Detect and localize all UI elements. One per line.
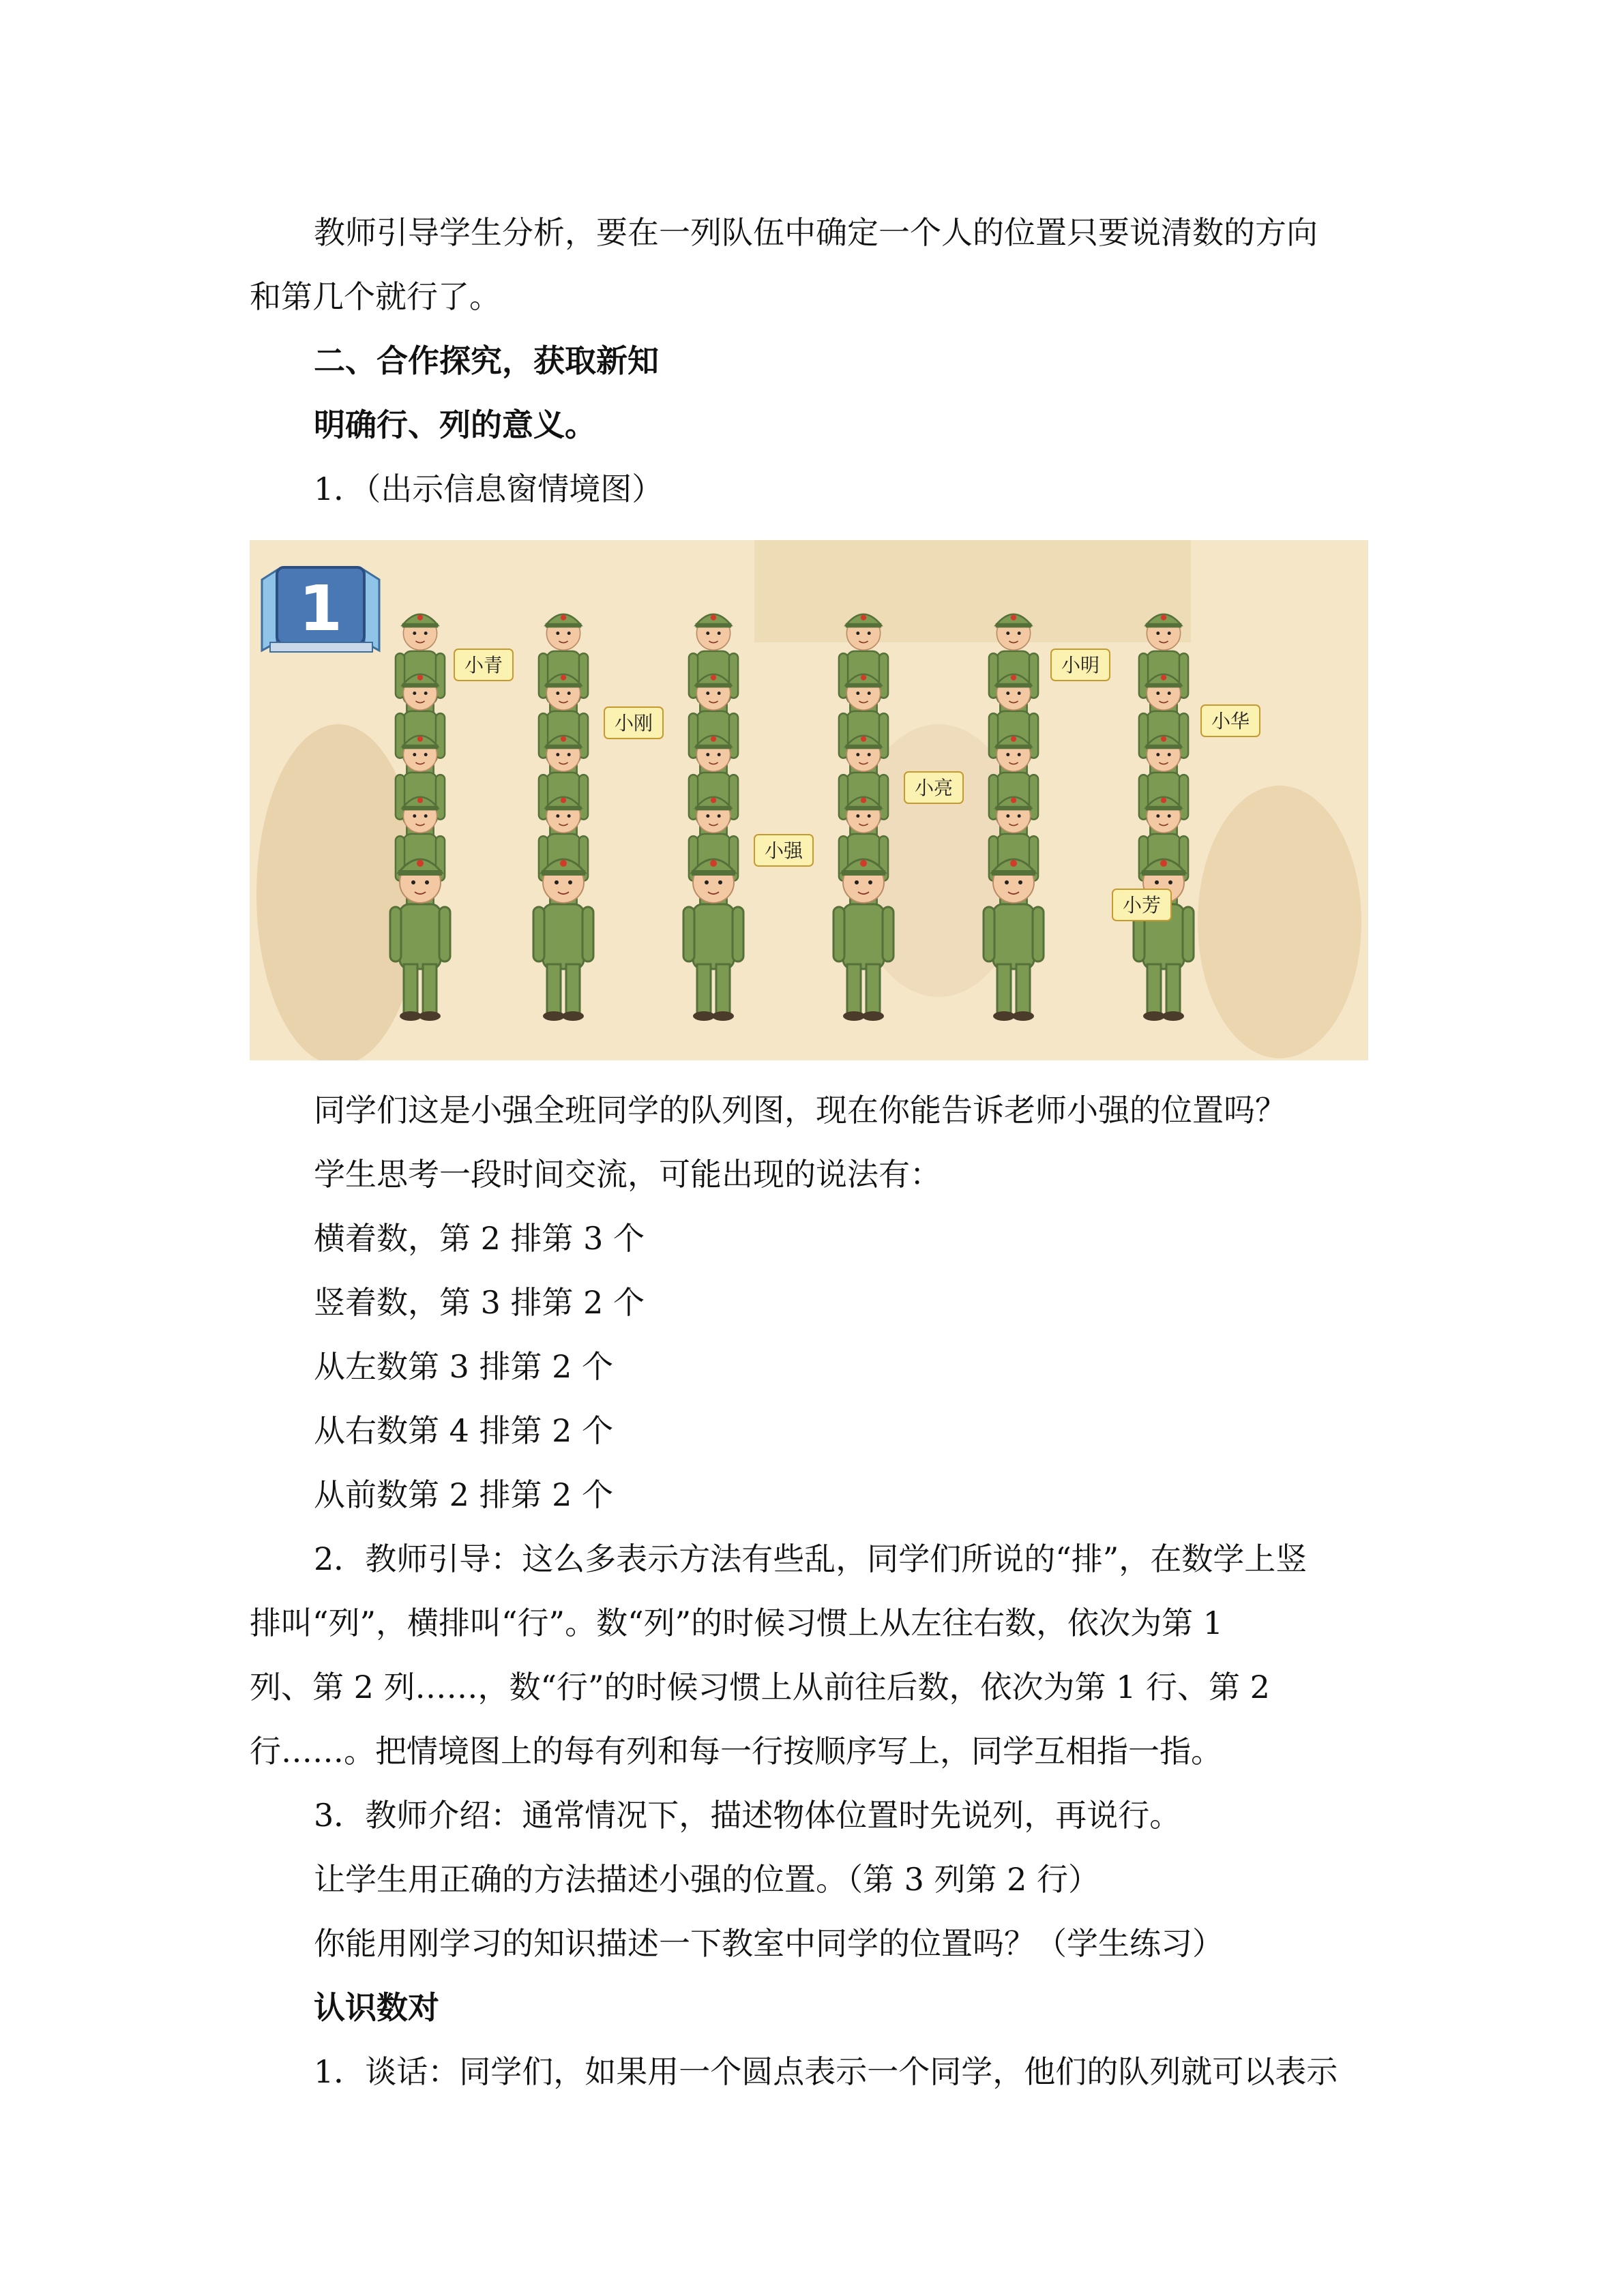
left-arm [984, 907, 994, 961]
cap-star [861, 675, 866, 681]
cap-star [560, 860, 567, 867]
name-label-xiaofang [1112, 889, 1171, 921]
right-leg [566, 964, 580, 1013]
cap-star [1010, 860, 1017, 867]
right-eye [1018, 814, 1021, 818]
left-leg [697, 964, 711, 1013]
right-eye [1168, 880, 1172, 884]
cap-star [417, 736, 423, 742]
cap-star [711, 798, 716, 803]
cap-star [711, 675, 716, 681]
left-eye [556, 631, 559, 635]
right-eye [1168, 814, 1171, 818]
right-eye [424, 753, 428, 756]
left-shoe [843, 1011, 865, 1021]
cap-star [561, 736, 566, 742]
cap-star [1161, 798, 1166, 803]
left-eye [1156, 753, 1160, 756]
left-eye [855, 880, 859, 884]
cap-brim [402, 683, 438, 688]
badge-number: 1 [298, 572, 343, 645]
cap-brim [996, 806, 1031, 811]
cap-star [561, 798, 566, 803]
right-eye [718, 753, 721, 756]
left-eye [556, 753, 559, 756]
right-eye [1018, 691, 1021, 695]
left-eye [555, 880, 559, 884]
answer-option: 从右数第 4 排第 2 个 [314, 1412, 614, 1449]
right-arm [582, 907, 593, 961]
cap-brim [996, 623, 1031, 628]
name-label-xiaoming [1051, 649, 1110, 681]
info-window-badge [262, 567, 379, 652]
left-eye [413, 814, 416, 818]
left-arm [683, 907, 694, 961]
right-leg [1166, 964, 1180, 1013]
paragraph-line: 和第几个就行了。 [250, 278, 501, 315]
cap-brim [846, 623, 881, 628]
right-shoe [862, 1011, 884, 1021]
right-shoe [1012, 1011, 1034, 1021]
left-shoe [1143, 1011, 1165, 1021]
name-text: 小明 [1061, 654, 1100, 676]
cap-brim [1146, 745, 1181, 749]
cap-brim [696, 745, 731, 749]
right-eye [718, 691, 721, 695]
uniform-body [400, 904, 441, 969]
paragraph-line: 1．谈话：同学们，如果用一个圆点表示一个同学，他们的队列就可以表示 [314, 2053, 1338, 2090]
right-shoe [712, 1011, 734, 1021]
left-eye [856, 753, 859, 756]
right-eye [567, 753, 571, 756]
cap-star [1160, 860, 1167, 867]
right-eye [868, 631, 871, 635]
cap-brim [1142, 870, 1185, 876]
name-text: 小亮 [914, 777, 954, 799]
cap-brim [546, 806, 581, 811]
cap-star [1161, 736, 1166, 742]
paragraph-line: 你能用刚学习的知识描述一下教室中同学的位置吗？（学生练习） [314, 1925, 1224, 1962]
right-eye [718, 631, 721, 635]
cap-brim [402, 623, 438, 628]
left-eye [1006, 753, 1009, 756]
cap-star [711, 736, 716, 742]
paragraph-line: 行……。把情境图上的每有列和每一行按顺序写上，同学互相指一指。 [250, 1733, 1222, 1770]
left-shoe [543, 1011, 565, 1021]
paragraph-line: 让学生用正确的方法描述小强的位置。（第 3 列第 2 行） [314, 1861, 1100, 1898]
right-eye [424, 691, 428, 695]
answer-option: 从前数第 2 排第 2 个 [314, 1476, 614, 1513]
left-eye [1156, 691, 1160, 695]
name-label-xiaoqiang [754, 835, 813, 866]
right-eye [1168, 631, 1171, 635]
left-eye [556, 814, 559, 818]
left-eye [705, 880, 709, 884]
cap-brim [696, 806, 731, 811]
paragraph-line: 教师引导学生分析，要在一列队伍中确定一个人的位置只要说清数的方向 [314, 214, 1318, 251]
left-leg [547, 964, 561, 1013]
right-arm [439, 907, 450, 961]
right-eye [567, 631, 571, 635]
uniform-body [543, 904, 584, 969]
paragraph-line: 3．教师介绍：通常情况下，描述物体位置时先说列，再说行。 [314, 1797, 1181, 1834]
background-board [754, 540, 1191, 642]
paragraph-line: 排叫“列”，横排叫“行”。数“列”的时候习惯上从左往右数，依次为第 1 [250, 1605, 1223, 1641]
right-arm [733, 907, 743, 961]
right-eye [1168, 753, 1171, 756]
left-eye [706, 691, 709, 695]
left-eye [1005, 880, 1009, 884]
left-eye [556, 691, 559, 695]
right-eye [567, 691, 571, 695]
section-heading: 二、合作探究，获取新知 [314, 342, 659, 379]
left-eye [706, 753, 709, 756]
left-arm [833, 907, 844, 961]
left-leg [1147, 964, 1161, 1013]
paragraph-line: 学生思考一段时间交流，可能出现的说法有： [314, 1156, 941, 1193]
left-leg [404, 964, 417, 1013]
cap-star [417, 860, 424, 867]
cap-brim [846, 745, 881, 749]
right-leg [716, 964, 730, 1013]
cap-star [1161, 615, 1166, 621]
sub-heading: 明确行、列的意义。 [314, 406, 596, 443]
left-leg [997, 964, 1011, 1013]
cap-brim [546, 683, 581, 688]
queue-figure [250, 540, 1368, 1060]
cap-brim [1146, 806, 1181, 811]
right-leg [866, 964, 880, 1013]
cap-star [417, 615, 423, 621]
cap-brim [996, 745, 1031, 749]
cap-brim [996, 683, 1031, 688]
left-eye [411, 880, 415, 884]
cap-brim [696, 623, 731, 628]
left-eye [706, 814, 709, 818]
cap-brim [1146, 683, 1181, 688]
right-arm [1183, 907, 1194, 961]
name-text: 小华 [1211, 710, 1250, 732]
cap-star [417, 798, 423, 803]
left-shoe [993, 1011, 1015, 1021]
paragraph-line: 2．教师引导：这么多表示方法有些乱，同学们所说的“排”，在数学上竖 [314, 1540, 1308, 1577]
left-eye [856, 631, 859, 635]
cap-brim [398, 870, 442, 876]
background-person [256, 724, 420, 1060]
left-eye [1156, 814, 1160, 818]
right-arm [1033, 907, 1044, 961]
uniform-body [843, 904, 884, 969]
answer-option: 竖着数，第 3 排第 2 个 [314, 1284, 645, 1321]
right-leg [1016, 964, 1030, 1013]
left-shoe [693, 1011, 715, 1021]
cap-star [710, 860, 717, 867]
name-text: 小刚 [614, 712, 653, 734]
cap-brim [846, 806, 881, 811]
right-shoe [562, 1011, 584, 1021]
right-shoe [419, 1011, 441, 1021]
window-shutter-left [262, 570, 277, 651]
left-eye [706, 631, 709, 635]
right-eye [718, 814, 721, 818]
cap-brim [402, 806, 438, 811]
right-eye [868, 691, 871, 695]
cap-brim [402, 745, 438, 749]
name-label-xiaoqing [454, 649, 513, 681]
right-eye [868, 880, 872, 884]
left-eye [413, 631, 416, 635]
step-1: 1．（出示信息窗情境图） [314, 471, 664, 507]
cap-star [1011, 675, 1016, 681]
left-shoe [400, 1011, 422, 1021]
right-eye [1168, 691, 1171, 695]
cap-brim [846, 683, 881, 688]
cap-star [861, 736, 866, 742]
cap-brim [542, 870, 585, 876]
cap-star [711, 615, 716, 621]
uniform-body [693, 904, 734, 969]
left-eye [856, 814, 859, 818]
paragraph-line: 列、第 2 列……，数“行”的时候习惯上从前往后数，依次为第 1 行、第 2 [250, 1669, 1270, 1705]
right-leg [423, 964, 437, 1013]
right-eye [424, 814, 428, 818]
question-text: 同学们这是小强全班同学的队列图，现在你能告诉老师小强的位置吗？ [314, 1092, 1286, 1129]
cap-star [1011, 615, 1016, 621]
name-label-xiaoliang [904, 772, 963, 803]
left-eye [856, 691, 859, 695]
right-eye [1018, 753, 1021, 756]
left-eye [1155, 880, 1159, 884]
left-eye [1006, 631, 1009, 635]
left-eye [1006, 814, 1009, 818]
right-eye [1018, 880, 1022, 884]
cap-brim [546, 745, 581, 749]
left-arm [533, 907, 544, 961]
cap-star [417, 675, 423, 681]
left-eye [1156, 631, 1160, 635]
name-text: 小芳 [1122, 894, 1162, 916]
answer-option: 从左数第 3 排第 2 个 [314, 1348, 614, 1385]
uniform-body [993, 904, 1034, 969]
right-eye [718, 880, 722, 884]
left-leg [847, 964, 861, 1013]
cap-star [561, 615, 566, 621]
name-label-xiaohua [1201, 705, 1260, 736]
right-shoe [1162, 1011, 1184, 1021]
right-eye [424, 631, 428, 635]
right-eye [868, 753, 871, 756]
cap-brim [696, 683, 731, 688]
name-text: 小强 [764, 839, 803, 862]
left-eye [413, 753, 416, 756]
left-arm [390, 907, 401, 961]
name-text: 小青 [464, 654, 503, 676]
window-shutter-right [364, 570, 379, 651]
cap-brim [842, 870, 885, 876]
left-eye [413, 691, 416, 695]
cap-brim [1146, 623, 1181, 628]
right-eye [425, 880, 429, 884]
cap-star [861, 615, 866, 621]
answer-option: 横着数，第 2 排第 3 个 [314, 1220, 645, 1257]
cap-star [561, 675, 566, 681]
name-label-xiaogang [604, 707, 663, 739]
cap-brim [692, 870, 735, 876]
cap-brim [546, 623, 581, 628]
cap-star [1161, 675, 1166, 681]
cap-star [861, 798, 866, 803]
section-heading: 认识数对 [314, 1989, 439, 2026]
cap-star [860, 860, 867, 867]
cap-star [1011, 736, 1016, 742]
right-eye [1018, 631, 1021, 635]
cap-brim [992, 870, 1035, 876]
left-eye [1006, 691, 1009, 695]
right-eye [567, 814, 571, 818]
background-person [1198, 786, 1361, 1058]
right-eye [568, 880, 572, 884]
right-arm [883, 907, 894, 961]
right-eye [868, 814, 871, 818]
cap-star [1011, 798, 1016, 803]
